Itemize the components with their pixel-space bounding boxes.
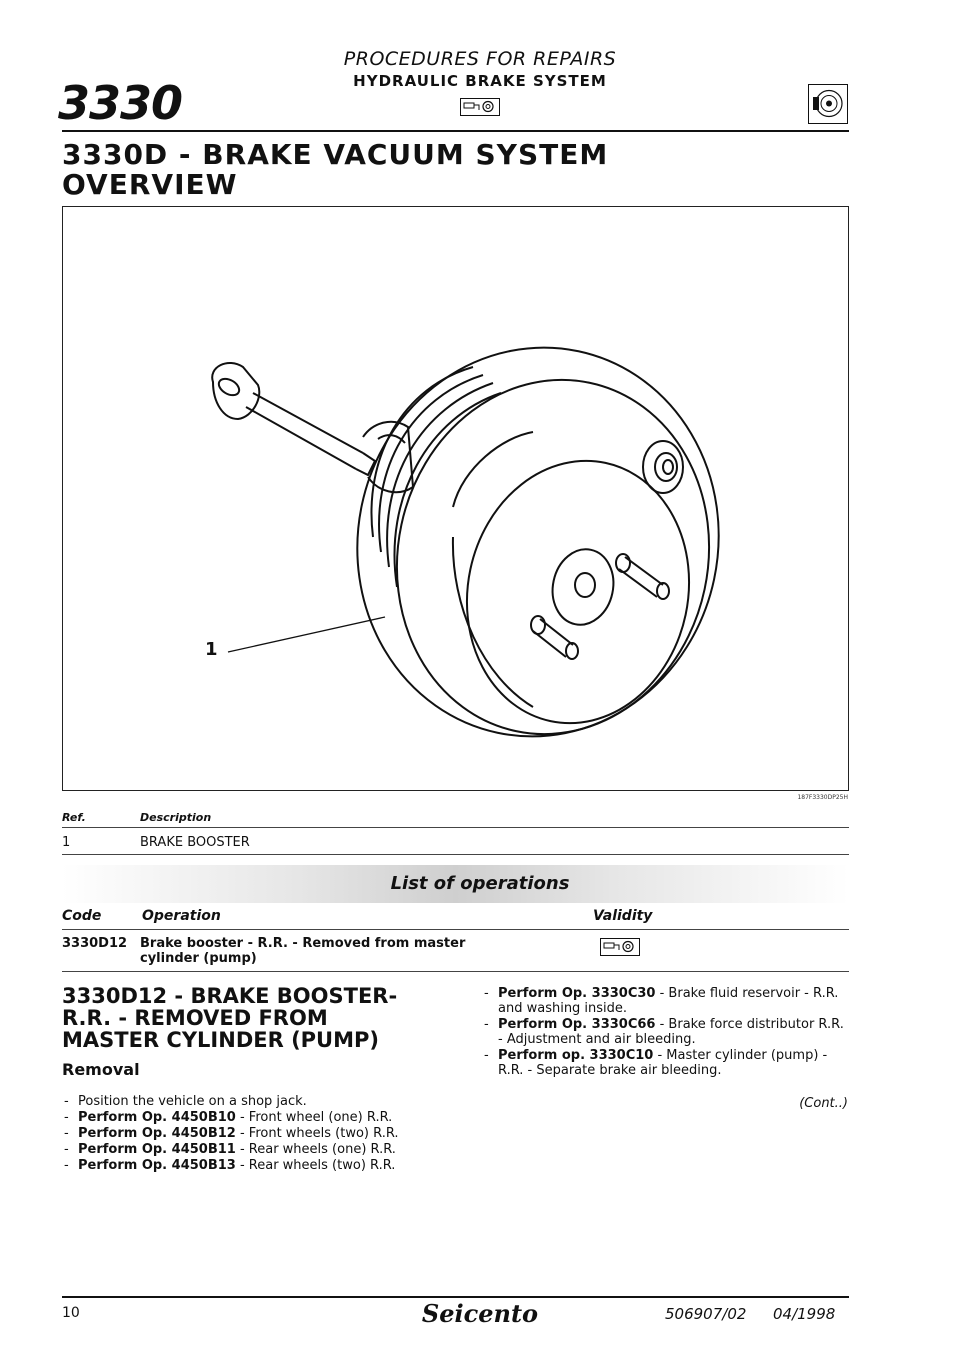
operations-rule-top [62, 929, 849, 930]
list-item: - Perform op. 3330C10 - Master cylinder (pump) - R.R. - Separate brake air bleeding. [482, 1048, 850, 1078]
brand-logo: Seicento [421, 1299, 539, 1328]
operations-rule-bottom [62, 971, 849, 972]
ref-col-header: Ref. [62, 811, 86, 824]
footer-rule [62, 1296, 849, 1298]
operation-description-line1: Brake booster - R.R. - Removed from master [140, 936, 466, 951]
header-subtitle: PROCEDURES FOR REPAIRS [343, 48, 617, 70]
brake-disc-icon [808, 84, 848, 124]
figure-code: 187F3330DP25H [797, 794, 848, 801]
page-title [62, 140, 608, 200]
list-item: - Perform Op. 3330C66 - Brake force distributor R.R. - Adjustment and air bleeding. [482, 1017, 850, 1047]
list-item: - Position the vehicle on a shop jack. [62, 1094, 434, 1109]
description-col-header: Description [140, 811, 212, 824]
page-title-line2: OVERVIEW [62, 168, 238, 201]
ref-table-rule-top [62, 827, 849, 828]
list-item: - Perform Op. 4450B11 - Rear wheels (one) R.R. [62, 1142, 434, 1157]
ref-cell: 1 [62, 835, 71, 850]
operation-code: 3330D12 [62, 936, 128, 951]
procedure-title [62, 985, 397, 1051]
operations-banner-title: List of operations [390, 873, 570, 894]
operation-description-line2: cylinder (pump) [140, 951, 257, 966]
brake-booster-drawing [63, 207, 847, 789]
model-validity-icon [460, 98, 500, 116]
continued-note: (Cont..) [799, 1096, 848, 1111]
list-item: - Perform Op. 3330C30 - Brake fluid reservoir - R.R. and washing inside. [482, 986, 850, 1016]
procedure-subtitle: Removal [62, 1060, 140, 1079]
chapter-code: 3330 [58, 76, 183, 130]
procedure-title-line3: MASTER CYLINDER (PUMP) [62, 1028, 379, 1052]
validity-col-header: Validity [593, 908, 653, 924]
document-number: 506907/02 [665, 1305, 747, 1323]
header-rule [62, 130, 849, 132]
operation-validity-icon [600, 938, 640, 956]
operation-col-header: Operation [142, 908, 221, 924]
list-item: - Perform Op. 4450B13 - Rear wheels (two) R.R. [62, 1158, 434, 1173]
procedure-title-line2: R.R. - REMOVED FROM [62, 1006, 328, 1030]
list-item: - Perform Op. 4450B10 - Front wheel (one) R.R. [62, 1110, 434, 1125]
code-col-header: Code [62, 908, 102, 924]
removal-steps-right [482, 986, 850, 1079]
page-number: 10 [62, 1305, 80, 1321]
procedure-title-line1: 3330D12 - BRAKE BOOSTER- [62, 984, 398, 1008]
document-date: 04/1998 [773, 1305, 836, 1323]
operation-description [140, 936, 520, 966]
list-item: - Perform Op. 4450B12 - Front wheels (two) R.R. [62, 1126, 434, 1141]
figure-callout: 1 [205, 639, 218, 660]
page-title-line1: 3330D - BRAKE VACUUM SYSTEM [62, 138, 609, 171]
removal-steps-left [62, 1094, 434, 1174]
ref-table-rule-bottom [62, 854, 849, 855]
header-section-title: HYDRAULIC BRAKE SYSTEM [353, 72, 607, 90]
brake-booster-illustration [62, 206, 849, 791]
description-cell: BRAKE BOOSTER [140, 835, 250, 850]
